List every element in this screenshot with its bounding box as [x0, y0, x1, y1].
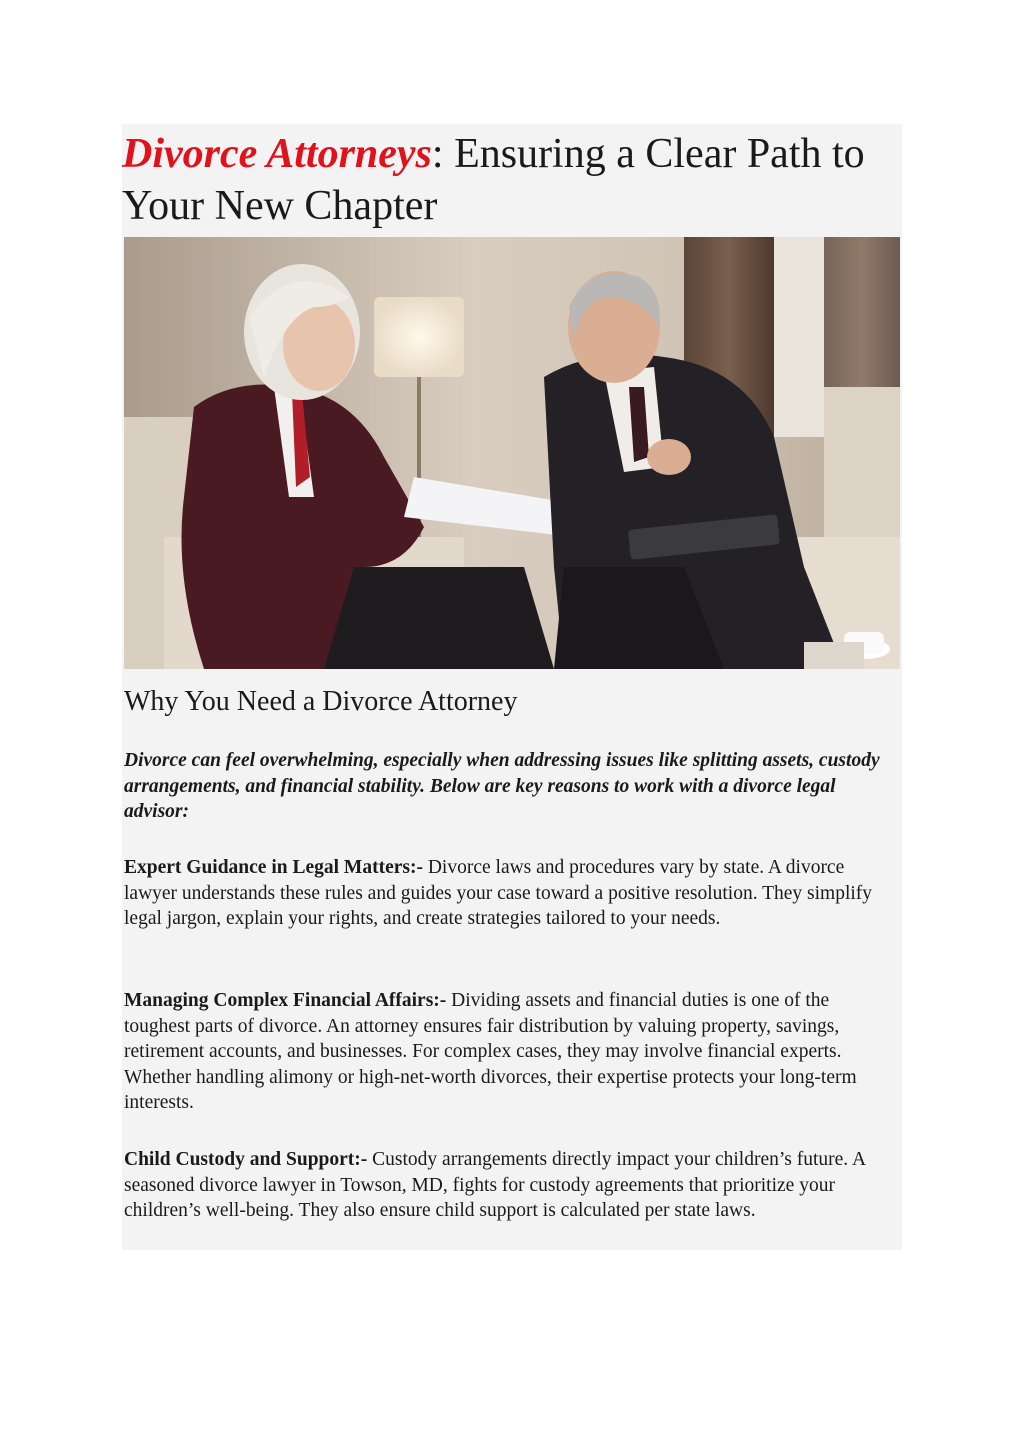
page-title — [122, 128, 902, 232]
reason-text: Custody arrangements directly impact your children’s future. A seasoned divorce lawyer in Towson, MD, fights for custody agreements that prioritize your children’s well-being. They also ensure child support is calculated per state laws. — [124, 1149, 865, 1221]
title-rest: : Ensuring a Clear Path to Your New Chapter — [122, 131, 865, 229]
reason-paragraph — [124, 988, 900, 1116]
reason-label: Managing Complex Financial Affairs:- — [124, 990, 447, 1011]
section-heading: Why You Need a Divorce Attorney — [124, 686, 518, 717]
intro-paragraph: Divorce can feel overwhelming, especially when addressing issues like splitting assets, custody arrangements, and financial stability. Below are key reasons to work with a divorce legal advisor: — [124, 750, 880, 822]
article-block — [122, 124, 902, 1250]
reason-paragraph — [124, 855, 900, 932]
reason-paragraph — [124, 1147, 900, 1224]
title-highlight: Divorce Attorneys — [122, 131, 432, 177]
reason-text: Dividing assets and financial duties is one of the toughest parts of divorce. An attorney ensures fair distribution by valuing property, savings, retirement accounts, and businesses. For complex cases, they may involve financial experts. Whether handling alimony or high-net-worth divorces, their expertise protects your long-term interests. — [124, 990, 857, 1113]
reason-text: Divorce laws and procedures vary by state. A divorce lawyer understands these rules and guides your case toward a positive resolution. They simplify legal jargon, explain your rights, and create strategies tailored to your needs. — [124, 857, 873, 929]
hero-photo — [124, 237, 900, 669]
reason-label: Expert Guidance in Legal Matters:- — [124, 857, 423, 878]
reason-label: Child Custody and Support:- — [124, 1149, 368, 1170]
